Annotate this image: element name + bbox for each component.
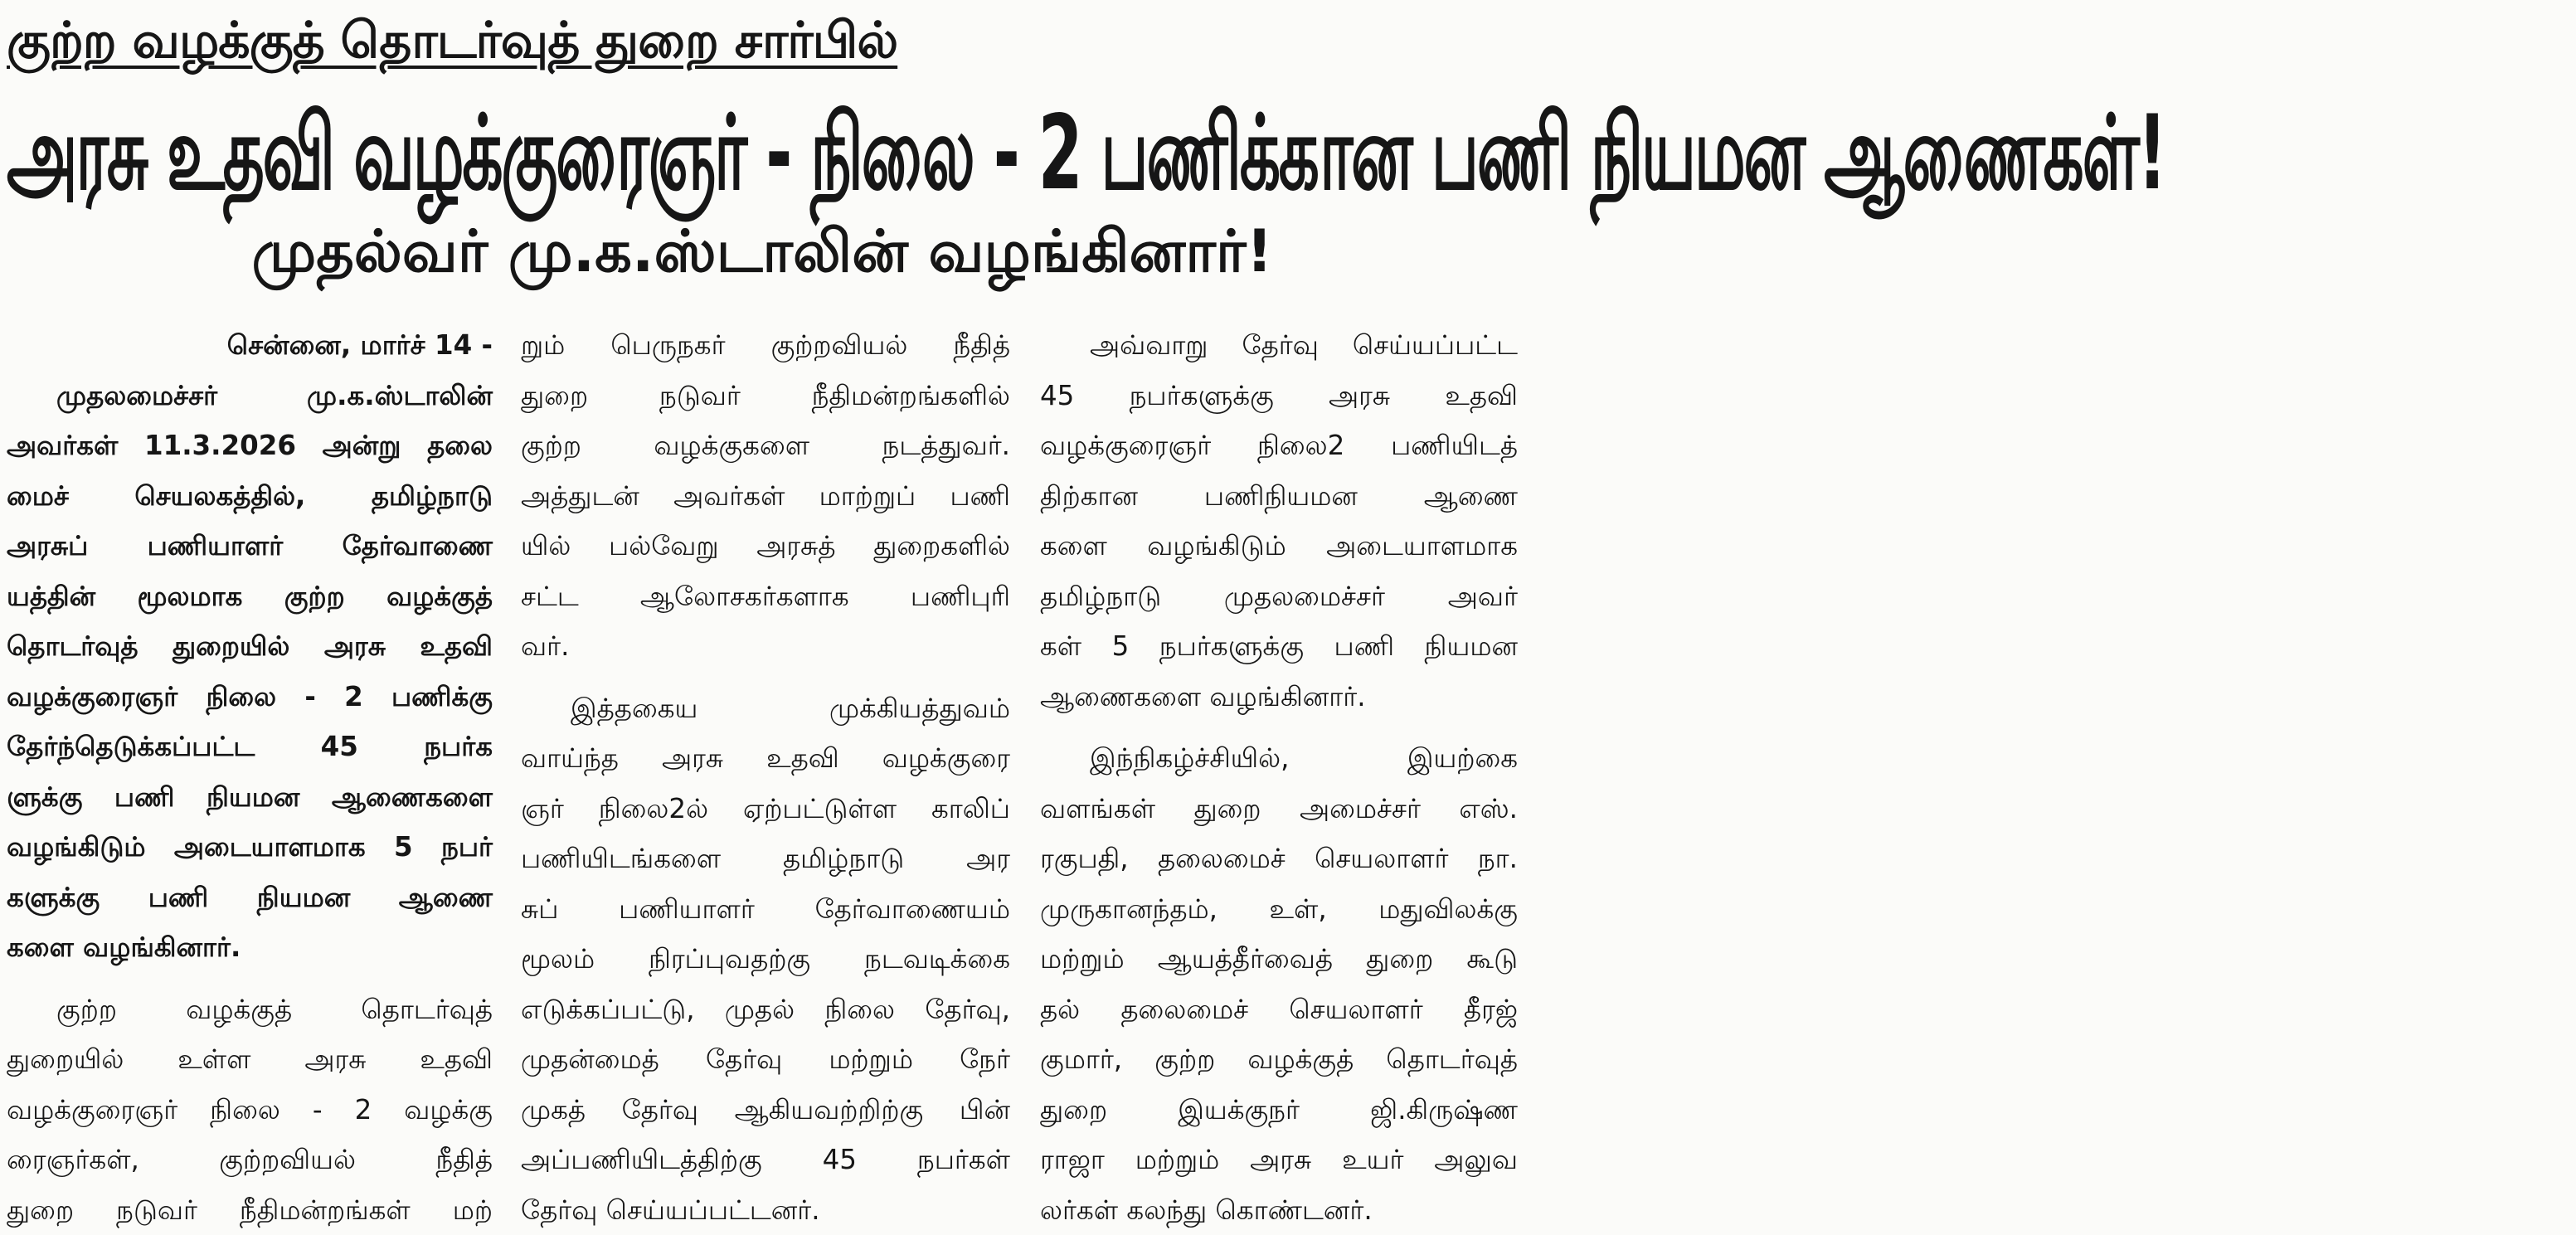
body-line: மூலம் நிரப்புவதற்கு நடவடிக்கை <box>521 934 1010 985</box>
dateline: சென்னை, மார்ச் 14 - <box>7 320 493 371</box>
body-line: வழங்கிடும் அடையாளமாக 5 நபர் <box>7 822 493 873</box>
article-column-1 <box>7 320 493 1235</box>
body-line: முதலமைச்சர் மு.க.ஸ்டாலின் <box>7 371 493 421</box>
body-line: வர். <box>521 621 1010 672</box>
body-line: தேர்வு செய்யப்பட்டனர். <box>521 1185 1010 1235</box>
body-line: அவ்வாறு தேர்வு செய்யப்பட்ட <box>1040 320 1518 371</box>
article-column-2 <box>521 320 1010 1235</box>
body-line: மற்றும் ஆயத்தீர்வைத் துறை கூடு <box>1040 934 1518 985</box>
body-line: வழக்குரைஞர் நிலை2 பணியிடத் <box>1040 421 1518 471</box>
body-line: 45 நபர்களுக்கு அரசு உதவி <box>1040 371 1518 421</box>
body-line: குற்ற வழக்குகளை நடத்துவர். <box>521 421 1010 471</box>
body-line: ராஜா மற்றும் அரசு உயர் அலுவ <box>1040 1135 1518 1185</box>
body-line: யத்தின் மூலமாக குற்ற வழக்குத் <box>7 571 493 622</box>
body-line: பணியிடங்களை தமிழ்நாடு அர <box>521 834 1010 884</box>
body-line: தமிழ்நாடு முதலமைச்சர் அவர் <box>1040 571 1518 622</box>
body-line: குற்ற வழக்குத் தொடர்வுத் <box>7 985 493 1035</box>
body-line: சட்ட ஆலோசகர்களாக பணிபுரி <box>521 571 1010 622</box>
body-line: களை வழங்கிடும் அடையாளமாக <box>1040 521 1518 571</box>
body-line: முருகானந்தம், உள், மதுவிலக்கு <box>1040 884 1518 935</box>
body-line: அப்பணியிடத்திற்கு 45 நபர்கள் <box>521 1135 1010 1185</box>
body-line: வளங்கள் துறை அமைச்சர் எஸ். <box>1040 784 1518 834</box>
body-line: அத்துடன் அவர்கள் மாற்றுப் பணி <box>521 471 1010 522</box>
kicker-heading: குற்ற வழக்குத் தொடர்வுத் துறை சார்பில் <box>7 12 897 76</box>
body-line: முதன்மைத் தேர்வு மற்றும் நேர் <box>521 1034 1010 1085</box>
body-line: களுக்கு பணி நியமன ஆணை <box>7 873 493 923</box>
body-line: வழக்குரைஞர் நிலை - 2 வழக்கு <box>7 1085 493 1135</box>
body-line: களை வழங்கினார். <box>7 922 493 973</box>
body-line: அவர்கள் 11.3.2026 அன்று தலை <box>7 421 493 471</box>
body-line: லர்கள் கலந்து கொண்டனர். <box>1040 1185 1518 1235</box>
body-line: முகத் தேர்வு ஆகியவற்றிற்கு பின் <box>521 1085 1010 1135</box>
body-line: யில் பல்வேறு அரசுத் துறைகளில் <box>521 521 1010 571</box>
body-line: தல் தலைமைச் செயலாளர் தீரஜ் <box>1040 985 1518 1035</box>
body-line: துறை நடுவர் நீதிமன்றங்களில் <box>521 371 1010 421</box>
body-line: ரகுபதி, தலைமைச் செயலாளர் நா. <box>1040 834 1518 884</box>
main-headline-text: அரசு உதவி வழக்குரைஞர் - நிலை - 2 பணிக்கான பணி நியமன ஆணைகள்! <box>7 93 2165 227</box>
body-line: துறையில் உள்ள அரசு உதவி <box>7 1034 493 1085</box>
body-line: திற்கான பணிநியமன ஆணை <box>1040 471 1518 522</box>
body-line: இந்நிகழ்ச்சியில், இயற்கை <box>1040 733 1518 784</box>
body-line: ரைஞர்கள், குற்றவியல் நீதித் <box>7 1135 493 1185</box>
body-line: துறை இயக்குநர் ஜி.கிருஷ்ண <box>1040 1085 1518 1135</box>
body-line: இத்தகைய முக்கியத்துவம் <box>521 683 1010 734</box>
body-line: ஞர் நிலை2ல் ஏற்பட்டுள்ள காலிப் <box>521 784 1010 834</box>
body-line: மைச் செயலகத்தில், தமிழ்நாடு <box>7 471 493 522</box>
body-line: கள் 5 நபர்களுக்கு பணி நியமன <box>1040 621 1518 672</box>
subheadline: முதல்வர் மு.க.ஸ்டாலின் வழங்கினார்! <box>0 217 1524 293</box>
body-line: அரசுப் பணியாளர் தேர்வாணை <box>7 521 493 571</box>
main-headline <box>7 93 1518 217</box>
article-column-3 <box>1040 320 1518 1235</box>
body-line: சுப் பணியாளர் தேர்வாணையம் <box>521 884 1010 935</box>
body-line: றும் பெருநகர் குற்றவியல் நீதித் <box>521 320 1010 371</box>
body-line: துறை நடுவர் நீதிமன்றங்கள் மற் <box>7 1185 493 1235</box>
body-line: ஆணைகளை வழங்கினார். <box>1040 672 1518 722</box>
body-line: குமார், குற்ற வழக்குத் தொடர்வுத் <box>1040 1034 1518 1085</box>
body-line: வழக்குரைஞர் நிலை - 2 பணிக்கு <box>7 672 493 722</box>
body-line: எடுக்கப்பட்டு, முதல் நிலை தேர்வு, <box>521 985 1010 1035</box>
body-line: தொடர்வுத் துறையில் அரசு உதவி <box>7 621 493 672</box>
body-line: தேர்ந்தெடுக்கப்பட்ட 45 நபர்க <box>7 722 493 772</box>
body-line: ளுக்கு பணி நியமன ஆணைகளை <box>7 772 493 823</box>
body-line: வாய்ந்த அரசு உதவி வழக்குரை <box>521 733 1010 784</box>
